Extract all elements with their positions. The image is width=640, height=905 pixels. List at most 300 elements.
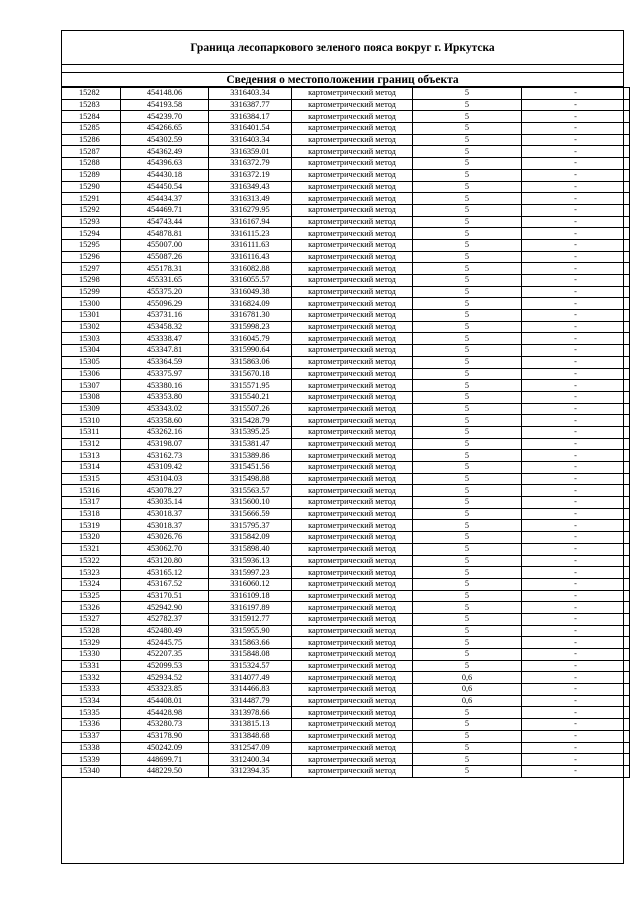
cell-y-coordinate: 3315395.25 — [209, 426, 292, 438]
table-row — [62, 438, 630, 450]
cell-description: - — [522, 123, 630, 135]
table-row — [62, 555, 630, 567]
cell-description: - — [522, 438, 630, 450]
cell-method: картометрический метод — [292, 134, 413, 146]
cell-point-number: 15306 — [62, 368, 121, 380]
cell-point-number: 15287 — [62, 146, 121, 158]
cell-x-coordinate: 448229.50 — [121, 765, 209, 777]
cell-point-number: 15284 — [62, 111, 121, 123]
cell-x-coordinate: 453338.47 — [121, 333, 209, 345]
cell-point-number: 15332 — [62, 672, 121, 684]
cell-accuracy: 5 — [413, 88, 522, 100]
table-row — [62, 228, 630, 240]
cell-x-coordinate: 454239.70 — [121, 111, 209, 123]
cell-description: - — [522, 637, 630, 649]
cell-point-number: 15300 — [62, 298, 121, 310]
cell-description: - — [522, 158, 630, 170]
cell-method: картометрический метод — [292, 99, 413, 111]
cell-point-number: 15326 — [62, 602, 121, 614]
cell-y-coordinate: 3315842.09 — [209, 532, 292, 544]
cell-method: картометрический метод — [292, 485, 413, 497]
cell-point-number: 15323 — [62, 567, 121, 579]
cell-description: - — [522, 567, 630, 579]
cell-point-number: 15294 — [62, 228, 121, 240]
cell-y-coordinate: 3315990.64 — [209, 345, 292, 357]
cell-y-coordinate: 3316060.12 — [209, 578, 292, 590]
table-row — [62, 356, 630, 368]
cell-point-number: 15322 — [62, 555, 121, 567]
spacer-row — [62, 64, 623, 73]
cell-point-number: 15317 — [62, 497, 121, 509]
cell-method: картометрический метод — [292, 578, 413, 590]
cell-accuracy: 5 — [413, 134, 522, 146]
cell-method: картометрический метод — [292, 193, 413, 205]
cell-accuracy: 5 — [413, 181, 522, 193]
cell-point-number: 15338 — [62, 742, 121, 754]
cell-x-coordinate: 452099.53 — [121, 660, 209, 672]
cell-description: - — [522, 555, 630, 567]
cell-accuracy: 0,6 — [413, 684, 522, 696]
cell-method: картометрический метод — [292, 508, 413, 520]
table-row — [62, 216, 630, 228]
table-row — [62, 520, 630, 532]
cell-description: - — [522, 275, 630, 287]
cell-method: картометрический метод — [292, 123, 413, 135]
cell-y-coordinate: 3316359.01 — [209, 146, 292, 158]
cell-y-coordinate: 3315324.57 — [209, 660, 292, 672]
cell-x-coordinate: 453358.60 — [121, 415, 209, 427]
cell-y-coordinate: 3312547.09 — [209, 742, 292, 754]
table-row — [62, 754, 630, 766]
table-row — [62, 193, 630, 205]
cell-method: картометрический метод — [292, 356, 413, 368]
cell-method: картометрический метод — [292, 391, 413, 403]
cell-description: - — [522, 368, 630, 380]
cell-y-coordinate: 3314487.79 — [209, 695, 292, 707]
cell-y-coordinate: 3316349.43 — [209, 181, 292, 193]
cell-description: - — [522, 415, 630, 427]
cell-point-number: 15286 — [62, 134, 121, 146]
cell-y-coordinate: 3316049.38 — [209, 286, 292, 298]
table-row — [62, 543, 630, 555]
cell-accuracy: 5 — [413, 356, 522, 368]
cell-point-number: 15307 — [62, 380, 121, 392]
table-row — [62, 567, 630, 579]
cell-x-coordinate: 454428.98 — [121, 707, 209, 719]
cell-accuracy: 5 — [413, 508, 522, 520]
cell-x-coordinate: 453198.07 — [121, 438, 209, 450]
cell-accuracy: 5 — [413, 613, 522, 625]
cell-y-coordinate: 3315863.06 — [209, 356, 292, 368]
cell-accuracy: 5 — [413, 567, 522, 579]
cell-description: - — [522, 578, 630, 590]
cell-description: - — [522, 298, 630, 310]
cell-accuracy: 5 — [413, 321, 522, 333]
cell-accuracy: 5 — [413, 485, 522, 497]
cell-method: картометрический метод — [292, 368, 413, 380]
section-subtitle: Сведения о местоположении границ объекта — [62, 73, 623, 87]
cell-y-coordinate: 3316403.34 — [209, 134, 292, 146]
cell-x-coordinate: 454469.71 — [121, 204, 209, 216]
cell-method: картометрический метод — [292, 637, 413, 649]
cell-description: - — [522, 345, 630, 357]
cell-y-coordinate: 3315498.88 — [209, 473, 292, 485]
cell-description: - — [522, 485, 630, 497]
cell-method: картометрический метод — [292, 555, 413, 567]
cell-y-coordinate: 3315540.21 — [209, 391, 292, 403]
cell-method: картометрический метод — [292, 251, 413, 263]
cell-y-coordinate: 3315912.77 — [209, 613, 292, 625]
cell-method: картометрический метод — [292, 426, 413, 438]
cell-x-coordinate: 453078.27 — [121, 485, 209, 497]
cell-accuracy: 5 — [413, 275, 522, 287]
cell-y-coordinate: 3315389.86 — [209, 450, 292, 462]
table-row — [62, 719, 630, 731]
cell-accuracy: 5 — [413, 391, 522, 403]
cell-point-number: 15302 — [62, 321, 121, 333]
cell-y-coordinate: 3315451.56 — [209, 462, 292, 474]
cell-description: - — [522, 99, 630, 111]
cell-method: картометрический метод — [292, 158, 413, 170]
cell-accuracy: 5 — [413, 765, 522, 777]
cell-method: картометрический метод — [292, 497, 413, 509]
cell-method: картометрический метод — [292, 473, 413, 485]
cell-y-coordinate: 3313848.68 — [209, 730, 292, 742]
cell-accuracy: 5 — [413, 438, 522, 450]
cell-method: картометрический метод — [292, 216, 413, 228]
cell-point-number: 15292 — [62, 204, 121, 216]
cell-point-number: 15335 — [62, 707, 121, 719]
cell-point-number: 15333 — [62, 684, 121, 696]
cell-x-coordinate: 453364.59 — [121, 356, 209, 368]
cell-accuracy: 5 — [413, 473, 522, 485]
cell-description: - — [522, 146, 630, 158]
cell-point-number: 15316 — [62, 485, 121, 497]
cell-y-coordinate: 3312394.35 — [209, 765, 292, 777]
cell-method: картометрический метод — [292, 543, 413, 555]
cell-x-coordinate: 453109.42 — [121, 462, 209, 474]
table-row — [62, 181, 630, 193]
cell-y-coordinate: 3315936.13 — [209, 555, 292, 567]
table-row — [62, 637, 630, 649]
cell-description: - — [522, 204, 630, 216]
cell-y-coordinate: 3316403.34 — [209, 88, 292, 100]
cell-method: картометрический метод — [292, 263, 413, 275]
table-row — [62, 485, 630, 497]
cell-accuracy: 5 — [413, 742, 522, 754]
table-row — [62, 590, 630, 602]
table-row — [62, 391, 630, 403]
cell-method: картометрический метод — [292, 438, 413, 450]
cell-description: - — [522, 649, 630, 661]
cell-method: картометрический метод — [292, 403, 413, 415]
cell-accuracy: 5 — [413, 426, 522, 438]
cell-point-number: 15330 — [62, 649, 121, 661]
table-row — [62, 707, 630, 719]
cell-accuracy: 5 — [413, 146, 522, 158]
cell-method: картометрический метод — [292, 707, 413, 719]
cell-x-coordinate: 453262.16 — [121, 426, 209, 438]
table-row — [62, 286, 630, 298]
cell-description: - — [522, 216, 630, 228]
cell-x-coordinate: 454430.18 — [121, 169, 209, 181]
cell-x-coordinate: 452480.49 — [121, 625, 209, 637]
cell-x-coordinate: 454302.59 — [121, 134, 209, 146]
cell-y-coordinate: 3316197.89 — [209, 602, 292, 614]
cell-point-number: 15324 — [62, 578, 121, 590]
cell-accuracy: 5 — [413, 251, 522, 263]
cell-accuracy: 5 — [413, 450, 522, 462]
cell-point-number: 15298 — [62, 275, 121, 287]
table-row — [62, 263, 630, 275]
cell-y-coordinate: 3312400.34 — [209, 754, 292, 766]
cell-method: картометрический метод — [292, 380, 413, 392]
cell-y-coordinate: 3315381.47 — [209, 438, 292, 450]
cell-x-coordinate: 454450.54 — [121, 181, 209, 193]
cell-point-number: 15329 — [62, 637, 121, 649]
table-row — [62, 321, 630, 333]
cell-method: картометрический метод — [292, 754, 413, 766]
cell-point-number: 15295 — [62, 239, 121, 251]
cell-point-number: 15290 — [62, 181, 121, 193]
cell-description: - — [522, 742, 630, 754]
cell-point-number: 15296 — [62, 251, 121, 263]
table-row — [62, 380, 630, 392]
cell-x-coordinate: 455087.26 — [121, 251, 209, 263]
cell-y-coordinate: 3313978.66 — [209, 707, 292, 719]
cell-accuracy: 5 — [413, 228, 522, 240]
cell-accuracy: 5 — [413, 719, 522, 731]
cell-method: картометрический метод — [292, 520, 413, 532]
cell-x-coordinate: 453280.73 — [121, 719, 209, 731]
cell-point-number: 15318 — [62, 508, 121, 520]
cell-description: - — [522, 88, 630, 100]
table-row — [62, 473, 630, 485]
cell-point-number: 15340 — [62, 765, 121, 777]
cell-accuracy: 5 — [413, 193, 522, 205]
cell-accuracy: 5 — [413, 368, 522, 380]
cell-x-coordinate: 453120.80 — [121, 555, 209, 567]
cell-accuracy: 5 — [413, 462, 522, 474]
cell-x-coordinate: 453353.80 — [121, 391, 209, 403]
cell-accuracy: 5 — [413, 123, 522, 135]
cell-accuracy: 5 — [413, 590, 522, 602]
cell-description: - — [522, 602, 630, 614]
cell-accuracy: 5 — [413, 310, 522, 322]
cell-description: - — [522, 181, 630, 193]
cell-accuracy: 5 — [413, 298, 522, 310]
cell-method: картометрический метод — [292, 450, 413, 462]
cell-method: картометрический метод — [292, 310, 413, 322]
cell-accuracy: 5 — [413, 555, 522, 567]
cell-description: - — [522, 321, 630, 333]
cell-method: картометрический метод — [292, 719, 413, 731]
table-row — [62, 298, 630, 310]
cell-description: - — [522, 111, 630, 123]
cell-method: картометрический метод — [292, 228, 413, 240]
cell-point-number: 15325 — [62, 590, 121, 602]
cell-x-coordinate: 448699.71 — [121, 754, 209, 766]
cell-method: картометрический метод — [292, 286, 413, 298]
table-row — [62, 742, 630, 754]
cell-x-coordinate: 454266.65 — [121, 123, 209, 135]
cell-description: - — [522, 684, 630, 696]
cell-x-coordinate: 453380.16 — [121, 380, 209, 392]
cell-point-number: 15311 — [62, 426, 121, 438]
cell-x-coordinate: 453347.81 — [121, 345, 209, 357]
table-row — [62, 462, 630, 474]
cell-accuracy: 5 — [413, 497, 522, 509]
cell-point-number: 15327 — [62, 613, 121, 625]
cell-method: картометрический метод — [292, 695, 413, 707]
cell-method: картометрический метод — [292, 239, 413, 251]
cell-accuracy: 5 — [413, 204, 522, 216]
table-row — [62, 158, 630, 170]
cell-x-coordinate: 452942.90 — [121, 602, 209, 614]
cell-y-coordinate: 3315795.37 — [209, 520, 292, 532]
cell-y-coordinate: 3316824.09 — [209, 298, 292, 310]
cell-method: картометрический метод — [292, 590, 413, 602]
cell-description: - — [522, 462, 630, 474]
cell-y-coordinate: 3316167.94 — [209, 216, 292, 228]
table-row — [62, 99, 630, 111]
cell-y-coordinate: 3316045.79 — [209, 333, 292, 345]
cell-x-coordinate: 454408.01 — [121, 695, 209, 707]
table-row — [62, 532, 630, 544]
cell-accuracy: 5 — [413, 707, 522, 719]
cell-y-coordinate: 3316279.95 — [209, 204, 292, 216]
cell-accuracy: 5 — [413, 602, 522, 614]
cell-point-number: 15309 — [62, 403, 121, 415]
cell-x-coordinate: 452207.35 — [121, 649, 209, 661]
cell-x-coordinate: 452782.37 — [121, 613, 209, 625]
cell-y-coordinate: 3316384.17 — [209, 111, 292, 123]
cell-method: картометрический метод — [292, 567, 413, 579]
table-row — [62, 239, 630, 251]
cell-method: картометрический метод — [292, 88, 413, 100]
cell-y-coordinate: 3315563.57 — [209, 485, 292, 497]
table-row — [62, 88, 630, 100]
cell-accuracy: 5 — [413, 532, 522, 544]
cell-y-coordinate: 3315998.23 — [209, 321, 292, 333]
document-frame — [61, 30, 624, 864]
cell-y-coordinate: 3316387.77 — [209, 99, 292, 111]
document-title: Граница лесопаркового зеленого пояса вокруг г. Иркутска — [62, 31, 623, 65]
cell-accuracy: 5 — [413, 380, 522, 392]
cell-point-number: 15285 — [62, 123, 121, 135]
cell-accuracy: 5 — [413, 169, 522, 181]
cell-y-coordinate: 3315898.40 — [209, 543, 292, 555]
table-row — [62, 123, 630, 135]
cell-point-number: 15336 — [62, 719, 121, 731]
cell-point-number: 15282 — [62, 88, 121, 100]
cell-x-coordinate: 454878.81 — [121, 228, 209, 240]
cell-point-number: 15320 — [62, 532, 121, 544]
table-row — [62, 660, 630, 672]
cell-point-number: 15321 — [62, 543, 121, 555]
table-row — [62, 310, 630, 322]
cell-accuracy: 5 — [413, 345, 522, 357]
cell-x-coordinate: 455331.65 — [121, 275, 209, 287]
cell-description: - — [522, 134, 630, 146]
cell-description: - — [522, 473, 630, 485]
table-row — [62, 134, 630, 146]
table-row — [62, 368, 630, 380]
cell-x-coordinate: 455007.00 — [121, 239, 209, 251]
cell-point-number: 15288 — [62, 158, 121, 170]
cell-y-coordinate: 3315600.10 — [209, 497, 292, 509]
cell-y-coordinate: 3315848.08 — [209, 649, 292, 661]
cell-x-coordinate: 454193.58 — [121, 99, 209, 111]
table-row — [62, 426, 630, 438]
cell-y-coordinate: 3315863.66 — [209, 637, 292, 649]
cell-method: картометрический метод — [292, 181, 413, 193]
cell-description: - — [522, 251, 630, 263]
cell-accuracy: 5 — [413, 754, 522, 766]
cell-y-coordinate: 3315507.26 — [209, 403, 292, 415]
cell-point-number: 15301 — [62, 310, 121, 322]
cell-point-number: 15310 — [62, 415, 121, 427]
cell-description: - — [522, 310, 630, 322]
cell-description: - — [522, 380, 630, 392]
cell-point-number: 15291 — [62, 193, 121, 205]
table-row — [62, 695, 630, 707]
cell-point-number: 15319 — [62, 520, 121, 532]
table-row — [62, 613, 630, 625]
table-row — [62, 730, 630, 742]
cell-x-coordinate: 453026.76 — [121, 532, 209, 544]
cell-point-number: 15315 — [62, 473, 121, 485]
cell-method: картометрический метод — [292, 415, 413, 427]
cell-accuracy: 5 — [413, 543, 522, 555]
cell-accuracy: 5 — [413, 158, 522, 170]
cell-y-coordinate: 3316055.57 — [209, 275, 292, 287]
cell-x-coordinate: 453167.52 — [121, 578, 209, 590]
coordinates-table — [61, 87, 630, 778]
cell-method: картометрический метод — [292, 532, 413, 544]
cell-x-coordinate: 453375.97 — [121, 368, 209, 380]
cell-x-coordinate: 454743.44 — [121, 216, 209, 228]
coordinates-table-body — [62, 88, 630, 778]
cell-point-number: 15299 — [62, 286, 121, 298]
cell-description: - — [522, 543, 630, 555]
cell-point-number: 15283 — [62, 99, 121, 111]
cell-method: картометрический метод — [292, 730, 413, 742]
cell-x-coordinate: 453170.51 — [121, 590, 209, 602]
cell-y-coordinate: 3316372.79 — [209, 158, 292, 170]
cell-description: - — [522, 508, 630, 520]
cell-method: картометрический метод — [292, 660, 413, 672]
cell-accuracy: 5 — [413, 649, 522, 661]
cell-accuracy: 5 — [413, 625, 522, 637]
cell-x-coordinate: 453343.02 — [121, 403, 209, 415]
cell-x-coordinate: 453165.12 — [121, 567, 209, 579]
cell-description: - — [522, 403, 630, 415]
cell-accuracy: 5 — [413, 286, 522, 298]
cell-description: - — [522, 263, 630, 275]
cell-x-coordinate: 455096.29 — [121, 298, 209, 310]
cell-description: - — [522, 532, 630, 544]
cell-description: - — [522, 426, 630, 438]
cell-description: - — [522, 754, 630, 766]
cell-accuracy: 0,6 — [413, 672, 522, 684]
cell-point-number: 15293 — [62, 216, 121, 228]
cell-method: картометрический метод — [292, 111, 413, 123]
cell-x-coordinate: 450242.09 — [121, 742, 209, 754]
cell-accuracy: 5 — [413, 403, 522, 415]
cell-y-coordinate: 3316313.49 — [209, 193, 292, 205]
cell-accuracy: 5 — [413, 637, 522, 649]
